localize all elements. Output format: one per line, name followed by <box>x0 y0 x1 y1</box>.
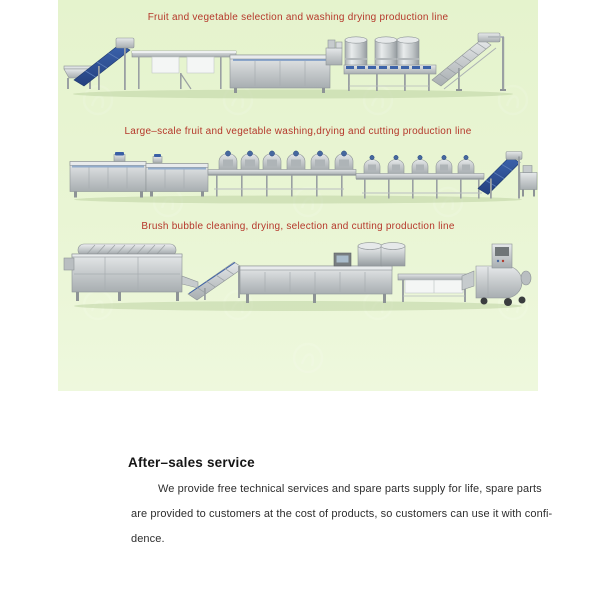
after-sales-line-2: are provided to customers at the cost of products, so customers can use it with confi- <box>131 508 553 520</box>
selection-table <box>398 274 470 302</box>
washing-tanks <box>70 152 208 198</box>
air-drying-tunnel <box>240 266 392 303</box>
dewatering-drums <box>345 37 419 65</box>
section-2-title: Large–scale fruit and vegetable washing,drying and cutting production line <box>124 126 472 137</box>
transfer-elevator <box>188 262 243 300</box>
after-sales-line-3: dence. <box>131 533 165 545</box>
section-3-title: Brush bubble cleaning, drying, selection and cutting production line <box>141 221 455 232</box>
brush-washer <box>64 244 198 301</box>
end-machine <box>520 166 537 197</box>
drying-conveyor <box>356 155 484 198</box>
after-sales-paragraph <box>131 477 553 552</box>
vegetable-cutter <box>462 244 531 306</box>
outfeed-elevator <box>478 152 522 199</box>
spray-conveyor <box>208 151 356 197</box>
section-1-title: Fruit and vegetable selection and washing drying production line <box>147 12 449 23</box>
production-line-3-image <box>58 236 538 314</box>
ground-shadow <box>73 90 513 99</box>
after-sales-heading: After–sales service <box>128 455 255 470</box>
sorting-conveyor <box>132 51 236 89</box>
vibrating-dryer <box>344 65 436 91</box>
transfer-unit <box>326 40 342 65</box>
after-sales-line-1: We provide free technical services and spare parts supply for life, spare parts <box>158 483 542 495</box>
production-line-1-image <box>58 28 538 102</box>
production-line-2-image <box>58 144 538 207</box>
green-promo-panel <box>58 0 538 391</box>
washing-tank <box>230 55 330 93</box>
discharge-elevator <box>432 33 506 91</box>
infeed-elevator <box>74 38 134 90</box>
control-panel-and-drums <box>334 243 405 266</box>
ground-shadow <box>74 301 522 311</box>
